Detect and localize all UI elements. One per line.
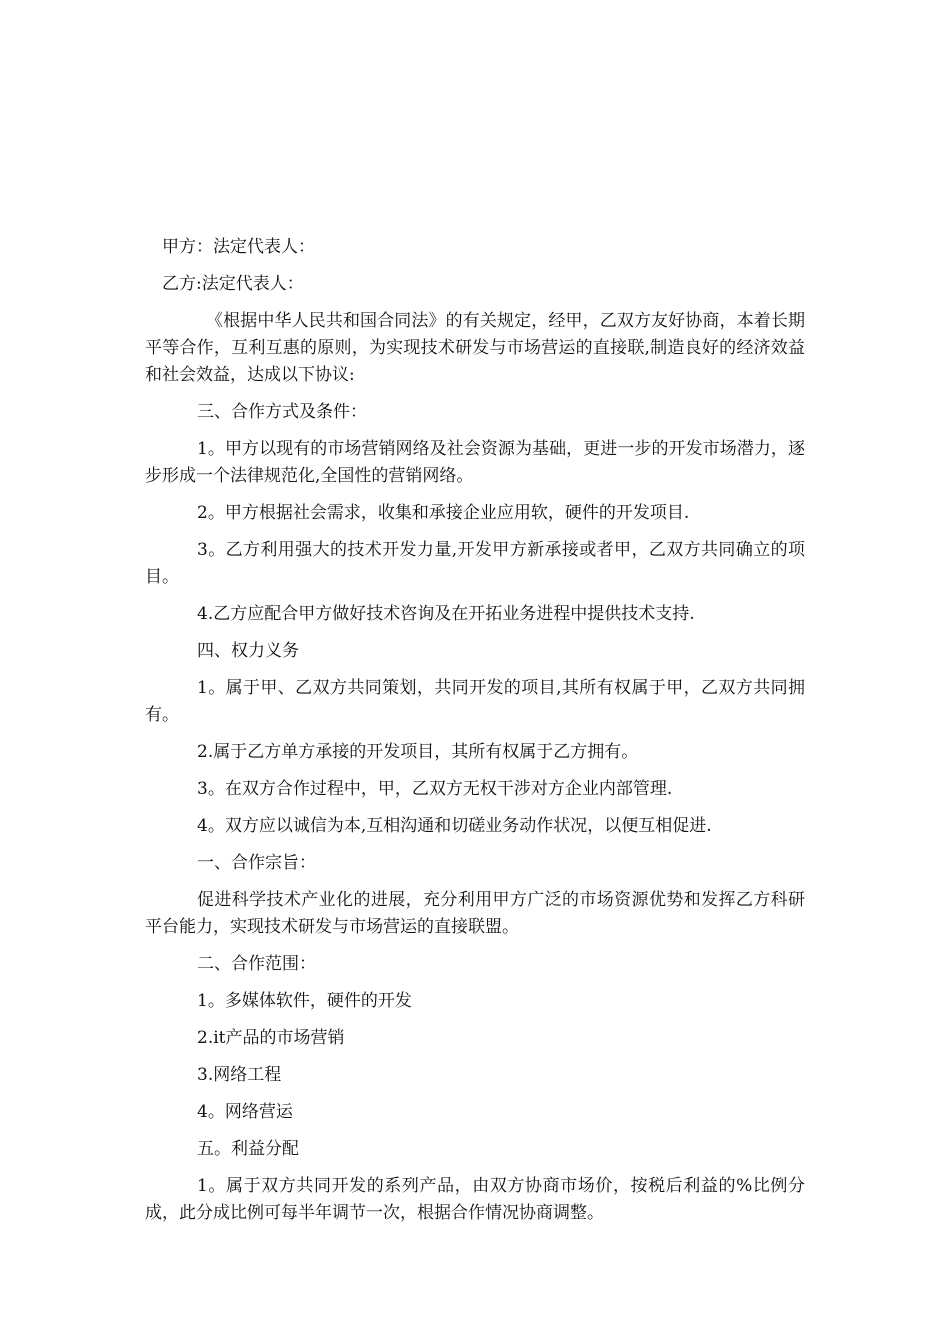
document-body bbox=[145, 234, 805, 1237]
section-heading-scope: 二、合作范围： bbox=[197, 954, 316, 974]
section-heading-rights-obligations: 四、权力义务 bbox=[197, 641, 299, 661]
rights-item-1: 1。属于甲、乙双方共同策划，共同开发的项目,其所有权属于甲，乙双方共同拥有。 bbox=[145, 678, 805, 725]
cooperation-method-item-1: 1。甲方以现有的市场营销网络及社会资源为基础，更进一步的开发市场潜力，逐步形成一个法律规范化,全国性的营销网络。 bbox=[145, 439, 805, 486]
section-heading-profit-sharing: 五。利益分配 bbox=[197, 1139, 299, 1159]
scope-item-2: 2.it产品的市场营销 bbox=[197, 1028, 345, 1048]
section-heading-cooperation-method: 三、合作方式及条件： bbox=[197, 402, 367, 422]
intro-paragraph: 《根据中华人民共和国合同法》的有关规定，经甲，乙双方友好协商，本着长期平等合作，互利互惠的原则，为实现技术研发与市场营运的直接联,制造良好的经济效益和社会效益，达成以下协议: bbox=[145, 311, 805, 385]
cooperation-method-item-3: 3。乙方利用强大的技术开发力量,开发甲方新承接或者甲，乙双方共同确立的项目。 bbox=[145, 540, 805, 587]
rights-item-2: 2.属于乙方单方承接的开发项目，其所有权属于乙方拥有。 bbox=[197, 742, 639, 762]
rights-item-4: 4。双方应以诚信为本,互相沟通和切磋业务动作状况，以便互相促进. bbox=[197, 816, 712, 836]
scope-item-4: 4。网络营运 bbox=[197, 1102, 293, 1122]
cooperation-method-item-4: 4.乙方应配合甲方做好技术咨询及在开拓业务进程中提供技术支持. bbox=[197, 604, 695, 624]
rights-item-3: 3。在双方合作过程中，甲，乙双方无权干涉对方企业内部管理. bbox=[197, 779, 673, 799]
cooperation-method-item-2: 2。甲方根据社会需求，收集和承接企业应用软，硬件的开发项目. bbox=[197, 503, 690, 523]
profit-sharing-item-1: 1。属于双方共同开发的系列产品，由双方协商市场价，按税后利益的%比例分成，此分成比例可每半年调节一次，根据合作情况协商调整。 bbox=[145, 1176, 805, 1223]
section-heading-purpose: 一、合作宗旨： bbox=[197, 853, 316, 873]
scope-item-3: 3.网络工程 bbox=[197, 1065, 282, 1085]
scope-item-1: 1。多媒体软件，硬件的开发 bbox=[197, 991, 412, 1011]
purpose-paragraph: 促进科学技术产业化的进展，充分利用甲方广泛的市场资源优势和发挥乙方科研平台能力，实现技术研发与市场营运的直接联盟。 bbox=[145, 890, 805, 937]
party-a-line: 甲方：法定代表人： bbox=[162, 237, 315, 257]
party-b-line: 乙方:法定代表人： bbox=[162, 274, 304, 294]
